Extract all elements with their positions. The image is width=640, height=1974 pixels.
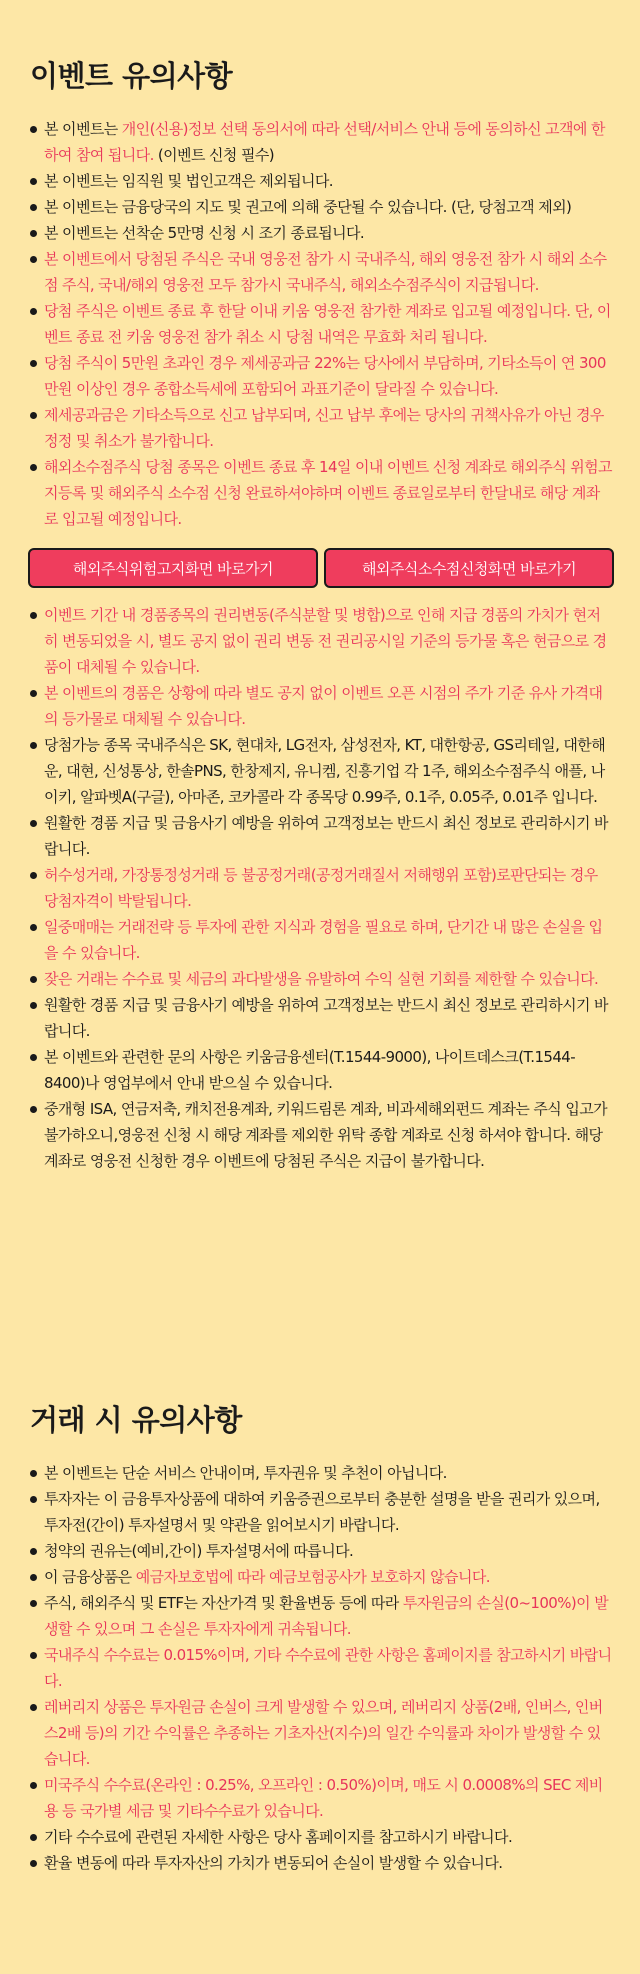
event-notice-section: [0, 56, 640, 1174]
trade-notice-title: 거래 시 유의사항: [30, 1403, 242, 1437]
notice-text-highlight: 잦은 거래는 수수료 및 세금의 과다발생을 유발하여 수익 실현 기회를 제한할 수 있습니다.: [44, 970, 599, 988]
trade-notice-section: [0, 1400, 640, 1876]
notice-text-highlight: 허수성거래, 가장통정성거래 등 불공정거래(공정거래질서 저해행위 포함)로판단되는 경우 당첨자격이 박탈됩니다.: [44, 866, 598, 910]
notice-item: [30, 1044, 612, 1096]
notice-text: (이벤트 신청 필수): [153, 146, 274, 164]
notice-text-highlight: 본 이벤트의 경품은 상황에 따라 별도 공지 없이 이벤트 오픈 시점의 주가 기준 유사 가격대의 등가물로 대체될 수 있습니다.: [44, 684, 603, 728]
notice-item: [30, 1590, 612, 1642]
notice-text-highlight: 투자원금의 손실(0~100%)이 발생할 수 있으며 그 손실은 투자자에게 귀속됩니다.: [44, 1594, 609, 1638]
notice-text-highlight: 국내주식 수수료는 0.015%이며, 기타 수수료에 관한 사항은 홈페이지를 참고하시기 바랍니다.: [44, 1646, 612, 1690]
event-notice-list-2: [30, 602, 612, 1174]
notice-text: 본 이벤트는 단순 서비스 안내이며, 투자권유 및 추천이 아닙니다.: [44, 1464, 447, 1482]
notice-text-highlight: 당첨 주식은 이벤트 종료 후 한달 이내 키움 영웅전 참가한 계좌로 입고될 예정입니다. 단, 이벤트 종료 전 키움 영웅전 참가 취소 시 당첨 내역은 무효화 처리 됩니다.: [44, 302, 611, 346]
notice-text: 청약의 권유는(예비,간이) 투자설명서에 따릅니다.: [44, 1542, 354, 1560]
notice-text-highlight: 개인(신용)정보 선택 동의서에 따라 선택/서비스 안내 등에 동의하신 고객에 한하여 참여 됩니다.: [44, 120, 605, 164]
notice-item: [30, 1096, 612, 1174]
notice-item: [30, 116, 612, 168]
notice-text: 이 금융상품은: [44, 1568, 136, 1586]
notice-text-highlight: 미국주식 수수료(온라인 : 0.25%, 오프라인 : 0.50%)이며, 매도 시 0.0008%의 SEC 제비용 등 국가별 세금 및 기타수수료가 있습니다.: [44, 1776, 603, 1820]
notice-text-highlight: 예금자보호법에 따라 예금보험공사가 보호하지 않습니다.: [135, 1568, 490, 1586]
notice-item: [30, 350, 612, 402]
risk-notice-shortcut-button[interactable]: 해외주식위험고지화면 바로가기: [28, 548, 318, 588]
notice-item: [30, 1694, 612, 1772]
fractional-shortcut-button[interactable]: 해외주식소수점신청화면 바로가기: [324, 548, 614, 588]
notice-text: 환율 변동에 따라 투자자산의 가치가 변동되어 손실이 발생할 수 있습니다.: [44, 1854, 503, 1872]
notice-text-highlight: 레버리지 상품은 투자원금 손실이 크게 발생할 수 있으며, 레버리지 상품(2배, 인버스, 인버스2배 등)의 기간 수익률은 추종하는 기초자산(지수)의 일간 수익률과 차이가 발생할 수 있습니다.: [44, 1698, 603, 1768]
notice-item: [30, 1850, 612, 1876]
notice-text-highlight: 일중매매는 거래전략 등 투자에 관한 지식과 경험을 필요로 하며, 단기간 내 많은 손실을 입을 수 있습니다.: [44, 918, 603, 962]
notice-item: [30, 732, 612, 810]
notice-item: [30, 168, 612, 194]
notice-item: [30, 1486, 612, 1538]
notice-text: 본 이벤트는 임직원 및 법인고객은 제외됩니다.: [44, 172, 333, 190]
notice-item: [30, 680, 612, 732]
notice-text-highlight: 당첨 주식이 5만원 초과인 경우 제세공과금 22%는 당사에서 부담하며, 기타소득이 연 300만원 이상인 경우 종합소득세에 포함되어 과표기준이 달라질 수 있습니다.: [44, 354, 606, 398]
trade-notice-list: [30, 1460, 612, 1876]
notice-text: 본 이벤트와 관련한 문의 사항은 키움금융센터(T.1544-9000), 나이트데스크(T.1544-8400)나 영업부에서 안내 받으실 수 있습니다.: [44, 1048, 576, 1092]
notice-item: [30, 966, 612, 992]
notice-item: [30, 1538, 612, 1564]
notice-item: [30, 914, 612, 966]
notice-text: 본 이벤트는 금융당국의 지도 및 권고에 의해 중단될 수 있습니다. (단, 당첨고객 제외): [44, 198, 572, 216]
notice-text: 원활한 경품 지급 및 금융사기 예방을 위하여 고객정보는 반드시 최신 정보로 관리하시기 바랍니다.: [44, 996, 608, 1040]
notice-item: [30, 992, 612, 1044]
event-notice-title: 이벤트 유의사항: [30, 59, 233, 93]
notice-item: [30, 1772, 612, 1824]
notice-text-highlight: 이벤트 기간 내 경품종목의 권리변동(주식분할 및 병합)으로 인해 지급 경품의 가치가 현저히 변동되었을 시, 별도 공지 없이 권리 변동 전 권리공시일 기준의 등가물 혹은 현금으로 경품이 대체될 수 있습니다.: [44, 606, 607, 676]
notice-text-highlight: 제세공과금은 기타소득으로 신고 납부되며, 신고 납부 후에는 당사의 귀책사유가 아닌 경우 정정 및 취소가 불가합니다.: [44, 406, 604, 450]
notice-text: 기타 수수료에 관련된 자세한 사항은 당사 홈페이지를 참고하시기 바랍니다.: [44, 1828, 513, 1846]
notice-item: [30, 1824, 612, 1850]
notice-item: [30, 810, 612, 862]
notice-text: 투자자는 이 금융투자상품에 대하여 키움증권으로부터 충분한 설명을 받을 권리가 있으며, 투자전(간이) 투자설명서 및 약관을 읽어보시기 바랍니다.: [44, 1490, 600, 1534]
notice-item: [30, 220, 612, 246]
notice-item: [30, 1564, 612, 1590]
notice-item: [30, 602, 612, 680]
notice-text: 중개형 ISA, 연금저축, 캐치전용계좌, 키워드림론 계좌, 비과세해외펀드 계좌는 주식 입고가 불가하오니,영웅전 신청 시 해당 계좌를 제외한 위탁 종합 계좌로 신청 하셔야 합니다. 해당 계좌로 영웅전 신청한 경우 이벤트에 당첨된 주식은 지급이 불가합니다.: [44, 1100, 608, 1170]
notice-text: 본 이벤트는: [44, 120, 122, 138]
notice-text: 주식, 해외주식 및 ETF는 자산가격 및 환율변동 등에 따라: [44, 1594, 403, 1612]
notice-item: [30, 862, 612, 914]
notice-text: 원활한 경품 지급 및 금융사기 예방을 위하여 고객정보는 반드시 최신 정보로 관리하시기 바랍니다.: [44, 814, 608, 858]
notice-text: 본 이벤트는 선착순 5만명 신청 시 조기 종료됩니다.: [44, 224, 365, 242]
notice-text-highlight: 본 이벤트에서 당첨된 주식은 국내 영웅전 참가 시 국내주식, 해외 영웅전 참가 시 해외 소수점 주식, 국내/해외 영웅전 모두 참가시 국내주식, 해외소수점주식이 지급됩니다.: [44, 250, 607, 294]
event-notice-list: [30, 116, 612, 532]
notice-item: [30, 402, 612, 454]
notice-item: [30, 194, 612, 220]
notice-item: [30, 246, 612, 298]
shortcut-buttons: [28, 548, 614, 588]
notice-text-highlight: 해외소수점주식 당첨 종목은 이벤트 종료 후 14일 이내 이벤트 신청 계좌로 해외주식 위험고지등록 및 해외주식 소수점 신청 완료하셔야하며 이벤트 종료일로부터 한달내로 해당 계좌로 입고될 예정입니다.: [44, 458, 612, 528]
notice-item: [30, 454, 612, 532]
notice-item: [30, 298, 612, 350]
notice-text: 당첨가능 종목 국내주식은 SK, 현대차, LG전자, 삼성전자, KT, 대한항공, GS리테일, 대한해운, 대현, 신성통상, 한솔PNS, 한창제지, 유니켐, 진흥기업 각 1주, 해외소수점주식 애플, 나이키, 알파벳A(구글), 아마존, 코카콜라 각 종목당 0.99주, 0.1주, 0.05주, 0.01주 입니다.: [44, 736, 606, 806]
notice-item: [30, 1460, 612, 1486]
notice-item: [30, 1642, 612, 1694]
